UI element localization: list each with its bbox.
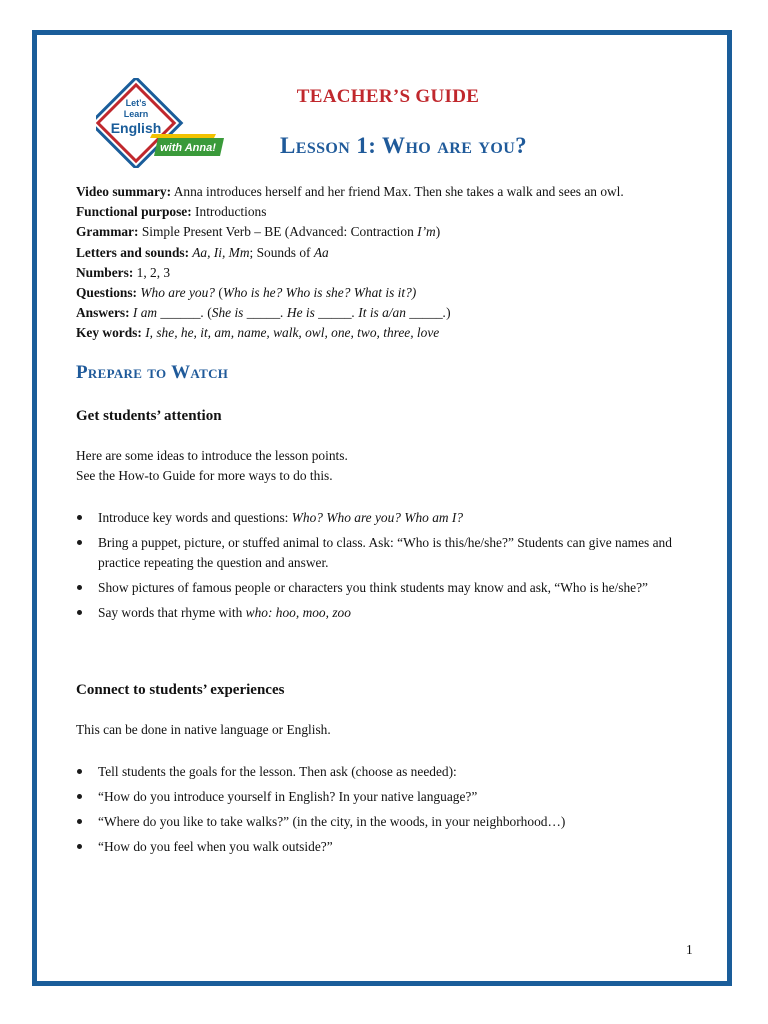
summary-value: ; Sounds of: [249, 244, 314, 260]
summary-keywords-row: [76, 323, 726, 343]
list-item: [76, 533, 716, 573]
summary-italic: I, she, he, it, am, name, walk, owl, one, two, three, love: [141, 325, 440, 341]
summary-letters-row: [76, 243, 726, 263]
bullet-text: Show pictures of famous people or characters you think students may know and ask, “Who is he/she?”: [98, 580, 648, 595]
connect-bullet-list: [76, 762, 716, 862]
bullet-icon: [77, 794, 82, 799]
list-item: [76, 787, 716, 807]
summary-functional-row: [76, 202, 726, 222]
bullet-text: “Where do you like to take walks?” (in the city, in the woods, in your neighborhood…): [98, 814, 566, 829]
list-item: [76, 603, 716, 623]
attention-heading: Get students’ attention: [76, 408, 222, 424]
lesson-title: Lesson 1: Who are you?: [280, 133, 528, 158]
summary-value: 1, 2, 3: [133, 264, 171, 280]
bullet-text: “How do you feel when you walk outside?”: [98, 839, 333, 854]
list-item: [76, 508, 716, 528]
summary-label: Answers:: [76, 305, 130, 321]
summary-value: (: [215, 285, 223, 301]
bullet-icon: [77, 585, 82, 590]
logo-tagline: with Anna!: [160, 142, 216, 154]
logo-line1: Let’s: [125, 98, 147, 108]
bullet-text: Say words that rhyme with: [98, 605, 246, 620]
summary-value: Introductions: [191, 204, 267, 220]
bullet-text: Bring a puppet, picture, or stuffed animal to class. Ask: “Who is this/he/she?” Students can give names and practice repeating the question and answer.: [98, 535, 672, 570]
attention-line: See the How-to Guide for more ways to do this.: [76, 468, 333, 483]
summary-value: ): [446, 305, 451, 321]
bullet-icon: [77, 769, 82, 774]
page-number: 1: [686, 942, 693, 957]
list-item: [76, 578, 716, 598]
document-type-heading: TEACHER’S GUIDE: [296, 86, 480, 107]
summary-label: Letters and sounds:: [76, 244, 190, 260]
list-item: [76, 812, 716, 832]
connect-paragraph: This can be done in native language or English.: [76, 722, 331, 737]
bullet-icon: [77, 540, 82, 545]
summary-italic: Who are you?: [137, 285, 215, 301]
summary-label: Functional purpose:: [76, 204, 192, 220]
bullet-italic: who: hoo, moo, zoo: [245, 605, 351, 620]
list-item: [76, 762, 716, 782]
attention-paragraph: [76, 446, 348, 486]
logo-line2: Learn: [123, 109, 149, 119]
attention-bullet-list: [76, 508, 716, 628]
summary-italic: Who is he? Who is she? What is it?): [222, 285, 417, 301]
summary-italic: Aa, Ii, Mm: [189, 244, 250, 260]
summary-italic: I’m: [417, 224, 436, 240]
summary-label: Video summary:: [76, 184, 172, 199]
summary-label: Questions:: [76, 285, 138, 301]
bullet-text: “How do you introduce yourself in English? In your native language?”: [98, 789, 478, 804]
bullet-icon: [77, 610, 82, 615]
bullet-icon: [77, 515, 82, 520]
bullet-text: Tell students the goals for the lesson. Then ask (choose as needed):: [98, 764, 457, 779]
summary-questions-row: [76, 283, 726, 303]
attention-line: Here are some ideas to introduce the lesson points.: [76, 448, 348, 463]
list-item: [76, 837, 716, 857]
summary-value: Anna introduces herself and her friend Max. Then she takes a walk and sees an owl.: [171, 184, 624, 199]
summary-label: Grammar:: [76, 224, 139, 240]
bullet-icon: [77, 819, 82, 824]
lesson-summary: [76, 182, 726, 344]
summary-italic: Aa: [313, 244, 329, 260]
summary-grammar-row: [76, 222, 726, 242]
summary-video-row: [76, 182, 726, 202]
summary-value: ): [435, 224, 441, 240]
bullet-text: Introduce key words and questions:: [98, 510, 292, 525]
bullet-icon: [77, 844, 82, 849]
summary-value: Simple Present Verb – BE (Advanced: Contraction: [138, 224, 418, 240]
logo-line3: English: [110, 120, 162, 136]
summary-italic: She is _____. He is _____. It is a/an _____.: [211, 305, 447, 321]
bullet-italic: Who? Who are you? Who am I?: [291, 510, 464, 525]
summary-italic: I am ______.: [129, 305, 204, 321]
summary-value: (: [203, 305, 212, 321]
summary-label: Numbers:: [76, 264, 134, 280]
connect-heading: Connect to students’ experiences: [76, 682, 285, 698]
prepare-section-title: Prepare to Watch: [76, 362, 229, 383]
summary-label: Key words:: [76, 325, 142, 341]
summary-answers-row: [76, 303, 726, 323]
summary-numbers-row: [76, 263, 726, 283]
